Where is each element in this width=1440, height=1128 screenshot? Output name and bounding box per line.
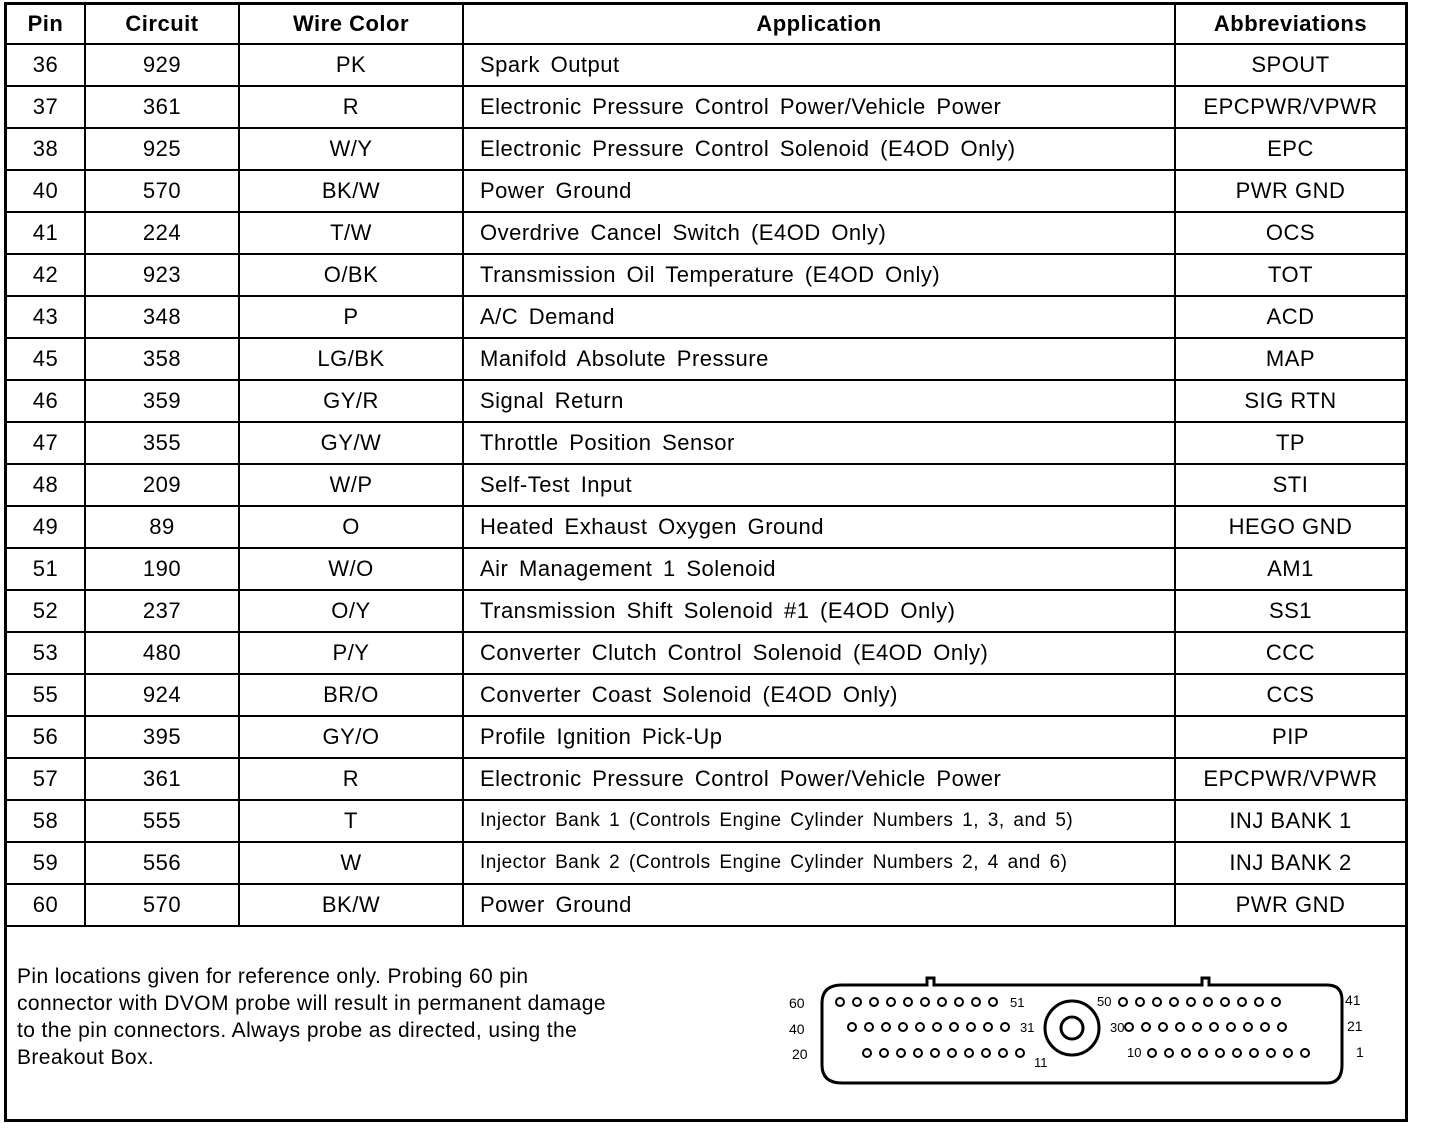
connector-pin: [1250, 1049, 1258, 1057]
note-line: Pin locations given for reference only. Probing 60 pin: [17, 965, 529, 988]
connector-pin: [1267, 1049, 1275, 1057]
connector-pin: [989, 998, 997, 1006]
application-cell: Electronic Pressure Control Power/Vehicle Power: [463, 86, 1175, 128]
abbreviation-cell: ACD: [1175, 296, 1405, 338]
abbreviation-cell: STI: [1175, 464, 1405, 506]
header-application: Application: [463, 5, 1175, 44]
pin-cell: 47: [7, 422, 85, 464]
circuit-cell: 237: [85, 590, 239, 632]
connector-pin: [1148, 1049, 1156, 1057]
wire-color-cell: R: [239, 758, 463, 800]
connector-diagram: [782, 965, 1382, 1095]
pin-cell: 51: [7, 548, 85, 590]
pin-cell: 59: [7, 842, 85, 884]
circuit-cell: 209: [85, 464, 239, 506]
circuit-cell: 348: [85, 296, 239, 338]
label-60: 60: [789, 995, 805, 1011]
wire-color-cell: GY/R: [239, 380, 463, 422]
table-row: [7, 632, 1405, 674]
pin-cell: 41: [7, 212, 85, 254]
wire-color-cell: GY/W: [239, 422, 463, 464]
table-row: [7, 716, 1405, 758]
application-cell: Throttle Position Sensor: [463, 422, 1175, 464]
circuit-cell: 555: [85, 800, 239, 842]
table-row: [7, 758, 1405, 800]
connector-pin: [1244, 1023, 1252, 1031]
connector-pin: [1233, 1049, 1241, 1057]
pin-cell: 49: [7, 506, 85, 548]
application-cell: Signal Return: [463, 380, 1175, 422]
table-row: [7, 464, 1405, 506]
connector-pin: [1227, 1023, 1235, 1031]
connector-pin: [1210, 1023, 1218, 1031]
circuit-cell: 570: [85, 884, 239, 926]
table-row: [7, 338, 1405, 380]
connector-pin: [984, 1023, 992, 1031]
connector-pin: [1204, 998, 1212, 1006]
connector-pin: [865, 1023, 873, 1031]
abbreviation-cell: PWR GND: [1175, 170, 1405, 212]
table-row: [7, 842, 1405, 884]
connector-pin: [1278, 1023, 1286, 1031]
abbreviation-cell: PIP: [1175, 716, 1405, 758]
wire-color-cell: O/BK: [239, 254, 463, 296]
table-row: [7, 590, 1405, 632]
header-pin: Pin: [7, 5, 85, 44]
connector-pin: [916, 1023, 924, 1031]
wire-color-cell: BR/O: [239, 674, 463, 716]
wire-color-cell: BK/W: [239, 884, 463, 926]
pin-table: [7, 5, 1405, 927]
wire-color-cell: T/W: [239, 212, 463, 254]
pin-cell: 42: [7, 254, 85, 296]
connector-pin: [1125, 1023, 1133, 1031]
label-20: 20: [792, 1046, 808, 1062]
pin-cell: 53: [7, 632, 85, 674]
wire-color-cell: W/P: [239, 464, 463, 506]
wire-color-cell: PK: [239, 44, 463, 86]
abbreviation-cell: TOT: [1175, 254, 1405, 296]
pin-cell: 46: [7, 380, 85, 422]
circuit-cell: 361: [85, 758, 239, 800]
wire-color-cell: GY/O: [239, 716, 463, 758]
connector-pin: [955, 998, 963, 1006]
connector-key-outer: [1045, 1001, 1099, 1055]
connector-pin: [1272, 998, 1280, 1006]
table-row: [7, 44, 1405, 86]
table-row: [7, 86, 1405, 128]
abbreviation-cell: CCS: [1175, 674, 1405, 716]
application-cell: Transmission Oil Temperature (E4OD Only): [463, 254, 1175, 296]
circuit-cell: 924: [85, 674, 239, 716]
connector-pin: [1170, 998, 1178, 1006]
connector-pin: [950, 1023, 958, 1031]
table-row: [7, 296, 1405, 338]
abbreviation-cell: AM1: [1175, 548, 1405, 590]
application-cell: Converter Clutch Control Solenoid (E4OD Only): [463, 632, 1175, 674]
wire-color-cell: P/Y: [239, 632, 463, 674]
pin-cell: 60: [7, 884, 85, 926]
circuit-cell: 556: [85, 842, 239, 884]
connector-pin: [1301, 1049, 1309, 1057]
connector-pin: [938, 998, 946, 1006]
label-31: 31: [1020, 1020, 1035, 1035]
application-cell: Power Ground: [463, 170, 1175, 212]
application-cell: Profile Ignition Pick-Up: [463, 716, 1175, 758]
application-cell: Electronic Pressure Control Solenoid (E4OD Only): [463, 128, 1175, 170]
note-line: connector with DVOM probe will result in permanent damage: [17, 992, 606, 1015]
pin-cell: 43: [7, 296, 85, 338]
table-row: [7, 884, 1405, 926]
connector-pin: [1261, 1023, 1269, 1031]
circuit-cell: 89: [85, 506, 239, 548]
table-row: [7, 674, 1405, 716]
circuit-cell: 361: [85, 86, 239, 128]
connector-pin: [899, 1023, 907, 1031]
table-row: [7, 506, 1405, 548]
connector-pin: [1216, 1049, 1224, 1057]
header-abbreviations: Abbreviations: [1175, 5, 1405, 44]
label-41: 41: [1345, 992, 1361, 1008]
label-30: 30: [1110, 1020, 1125, 1035]
connector-pin: [870, 998, 878, 1006]
connector-pin: [897, 1049, 905, 1057]
application-cell: Injector Bank 1 (Controls Engine Cylinder Numbers 1, 3, and 5): [463, 800, 1175, 842]
connector-pin: [1199, 1049, 1207, 1057]
connector-pin: [1238, 998, 1246, 1006]
connector-pin: [921, 998, 929, 1006]
circuit-cell: 190: [85, 548, 239, 590]
application-cell: Power Ground: [463, 884, 1175, 926]
abbreviation-cell: EPC: [1175, 128, 1405, 170]
abbreviation-cell: PWR GND: [1175, 884, 1405, 926]
abbreviation-cell: INJ BANK 1: [1175, 800, 1405, 842]
abbreviation-cell: HEGO GND: [1175, 506, 1405, 548]
application-cell: Transmission Shift Solenoid #1 (E4OD Only): [463, 590, 1175, 632]
connector-pin: [848, 1023, 856, 1031]
circuit-cell: 923: [85, 254, 239, 296]
wire-color-cell: O/Y: [239, 590, 463, 632]
pin-cell: 45: [7, 338, 85, 380]
pin-cell: 36: [7, 44, 85, 86]
wire-color-cell: W/O: [239, 548, 463, 590]
connector-pin: [933, 1023, 941, 1031]
abbreviation-cell: SS1: [1175, 590, 1405, 632]
connector-pin: [882, 1023, 890, 1031]
connector-pin: [999, 1049, 1007, 1057]
application-cell: Spark Output: [463, 44, 1175, 86]
note-line: Breakout Box.: [17, 1046, 155, 1069]
application-cell: Manifold Absolute Pressure: [463, 338, 1175, 380]
header-circuit: Circuit: [85, 5, 239, 44]
table-row: [7, 380, 1405, 422]
connector-pin: [1182, 1049, 1190, 1057]
wire-color-cell: LG/BK: [239, 338, 463, 380]
connector-pin: [1001, 1023, 1009, 1031]
abbreviation-cell: OCS: [1175, 212, 1405, 254]
connector-pin: [1284, 1049, 1292, 1057]
connector-pin: [914, 1049, 922, 1057]
circuit-cell: 358: [85, 338, 239, 380]
wire-color-cell: O: [239, 506, 463, 548]
circuit-cell: 929: [85, 44, 239, 86]
connector-key-inner: [1061, 1017, 1083, 1039]
label-1: 1: [1356, 1044, 1364, 1060]
label-40: 40: [789, 1021, 805, 1037]
table-row: [7, 128, 1405, 170]
connector-pin: [863, 1049, 871, 1057]
label-50: 50: [1097, 994, 1112, 1009]
application-cell: Converter Coast Solenoid (E4OD Only): [463, 674, 1175, 716]
table-row: [7, 254, 1405, 296]
abbreviation-cell: MAP: [1175, 338, 1405, 380]
application-cell: Self-Test Input: [463, 464, 1175, 506]
abbreviation-cell: CCC: [1175, 632, 1405, 674]
connector-pin: [982, 1049, 990, 1057]
pin-cell: 40: [7, 170, 85, 212]
pin-reference-sheet: [4, 2, 1408, 1122]
connector-pin: [1142, 1023, 1150, 1031]
connector-pin: [1119, 998, 1127, 1006]
circuit-cell: 925: [85, 128, 239, 170]
circuit-cell: 355: [85, 422, 239, 464]
connector-pin: [1221, 998, 1229, 1006]
table-row: [7, 170, 1405, 212]
application-cell: Electronic Pressure Control Power/Vehicle Power: [463, 758, 1175, 800]
connector-pin: [965, 1049, 973, 1057]
connector-pin: [1176, 1023, 1184, 1031]
abbreviation-cell: INJ BANK 2: [1175, 842, 1405, 884]
connector-pin: [948, 1049, 956, 1057]
application-cell: Injector Bank 2 (Controls Engine Cylinder Numbers 2, 4 and 6): [463, 842, 1175, 884]
label-11: 11: [1034, 1055, 1048, 1070]
connector-pin: [1159, 1023, 1167, 1031]
connector-pin: [1153, 998, 1161, 1006]
circuit-cell: 395: [85, 716, 239, 758]
application-cell: Overdrive Cancel Switch (E4OD Only): [463, 212, 1175, 254]
note-line: to the pin connectors. Always probe as directed, using the: [17, 1019, 578, 1042]
wire-color-cell: P: [239, 296, 463, 338]
application-cell: Air Management 1 Solenoid: [463, 548, 1175, 590]
connector-pin: [887, 998, 895, 1006]
table-row: [7, 212, 1405, 254]
connector-pin: [1187, 998, 1195, 1006]
application-cell: Heated Exhaust Oxygen Ground: [463, 506, 1175, 548]
connector-pin: [972, 998, 980, 1006]
pin-cell: 55: [7, 674, 85, 716]
table-row: [7, 548, 1405, 590]
label-10: 10: [1127, 1045, 1142, 1060]
probe-warning-note: [17, 963, 757, 1071]
connector-pin: [1016, 1049, 1024, 1057]
abbreviation-cell: EPCPWR/VPWR: [1175, 86, 1405, 128]
abbreviation-cell: EPCPWR/VPWR: [1175, 758, 1405, 800]
connector-pin: [853, 998, 861, 1006]
wire-color-cell: T: [239, 800, 463, 842]
connector-pin: [1136, 998, 1144, 1006]
wire-color-cell: R: [239, 86, 463, 128]
connector-pin: [967, 1023, 975, 1031]
pin-cell: 37: [7, 86, 85, 128]
connector-pin: [904, 998, 912, 1006]
wire-color-cell: W: [239, 842, 463, 884]
connector-pin: [1255, 998, 1263, 1006]
pin-cell: 57: [7, 758, 85, 800]
connector-pin: [931, 1049, 939, 1057]
connector-pin: [1193, 1023, 1201, 1031]
pin-cell: 56: [7, 716, 85, 758]
circuit-cell: 224: [85, 212, 239, 254]
application-cell: A/C Demand: [463, 296, 1175, 338]
connector-pin: [880, 1049, 888, 1057]
label-51: 51: [1010, 995, 1025, 1010]
wire-color-cell: W/Y: [239, 128, 463, 170]
connector-pin: [1165, 1049, 1173, 1057]
circuit-cell: 359: [85, 380, 239, 422]
abbreviation-cell: TP: [1175, 422, 1405, 464]
pin-cell: 38: [7, 128, 85, 170]
wire-color-cell: BK/W: [239, 170, 463, 212]
table-row: [7, 800, 1405, 842]
pin-cell: 58: [7, 800, 85, 842]
abbreviation-cell: SPOUT: [1175, 44, 1405, 86]
abbreviation-cell: SIG RTN: [1175, 380, 1405, 422]
pin-cell: 48: [7, 464, 85, 506]
circuit-cell: 480: [85, 632, 239, 674]
header-wire-color: Wire Color: [239, 5, 463, 44]
pin-cell: 52: [7, 590, 85, 632]
header-row: [7, 5, 1405, 44]
label-21: 21: [1347, 1018, 1363, 1034]
circuit-cell: 570: [85, 170, 239, 212]
table-row: [7, 422, 1405, 464]
connector-pin: [836, 998, 844, 1006]
